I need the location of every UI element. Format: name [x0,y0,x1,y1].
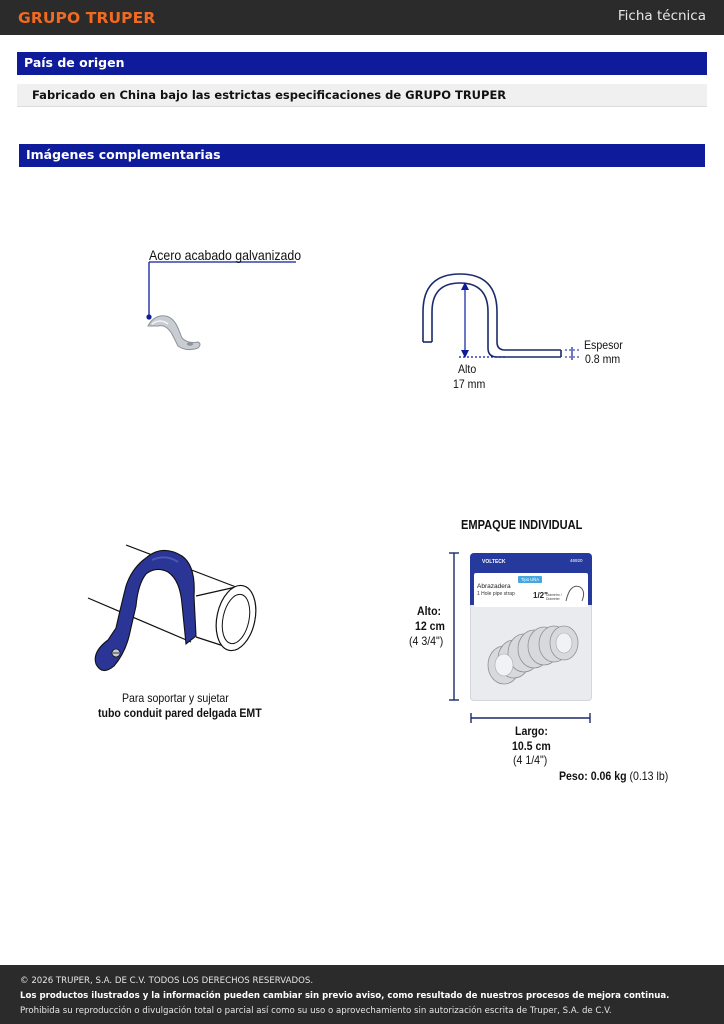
package-height-value: 12 cm [415,619,445,633]
strap-on-conduit-illustration [86,540,286,680]
origin-text: Fabricado en China bajo las estrictas especificaciones de GRUPO TRUPER [17,84,707,107]
thickness-label: Espesor [584,338,623,352]
package-height-label: Alto: [417,604,442,618]
package-straps-image [470,553,592,701]
package-length-label: Largo: [515,724,548,738]
volteck-brand: VOLTECK [482,559,506,565]
material-figure [138,240,318,360]
usage-caption-line2: tubo conduit pared delgada EMT [98,706,262,720]
package-figure [405,515,675,790]
thickness-value: 0.8 mm [585,352,621,366]
package-length-value: 10.5 cm [512,739,551,753]
type-tag: Tipo UÑA [518,576,542,583]
dimensions-figure [415,268,645,398]
origin-section-header: País de origen [17,52,707,75]
size-value: 1/2" [533,591,548,600]
material-label: Acero acabado galvanizado [149,247,302,263]
product-name: Abrazadera [477,583,511,590]
package-weight-imperial: (0.13 lb) [629,769,669,783]
package-length-imperial: (4 1/4") [513,753,548,767]
complementary-images-header: Imágenes complementarias [19,144,705,167]
size-note: Diámetro / Diameter [546,593,562,601]
height-label: Alto [458,362,477,376]
product-subtitle: 1 Hole pipe strap [477,591,515,597]
package-weight [559,769,668,783]
package-weight-value: 0.06 kg [590,769,627,783]
package-title: EMPAQUE INDIVIDUAL [461,517,583,532]
footer-legal: Prohibida su reproducción o divulgación total o parcial así como su uso o aprovechamiento sin autorización escrita de Truper, S.A. de C.V. [20,1006,612,1016]
package-bag [470,553,592,701]
footer-copyright: © 2026 TRUPER, S.A. DE C.V. TODOS LOS DERECHOS RESERVADOS. [20,976,314,986]
height-value: 17 mm [453,377,486,391]
document-type-label: Ficha técnica [617,8,706,24]
usage-figure [86,540,286,725]
usage-caption-line1: Para soportar y sujetar [122,691,229,705]
grupo-truper-logo[interactable]: GRUPO TRUPER [18,9,156,27]
product-code: 46920 [570,558,583,563]
package-weight-label: Peso: [559,769,588,783]
top-header-bar [0,0,724,35]
footer-bar [0,965,724,1024]
package-height-imperial: (4 3/4") [409,634,444,648]
footer-notice: Los productos ilustrados y la información pueden cambiar sin previo aviso, como resultado de nuestros procesos de mejora continua. [20,991,670,1001]
strap-profile-diagram [415,268,645,398]
